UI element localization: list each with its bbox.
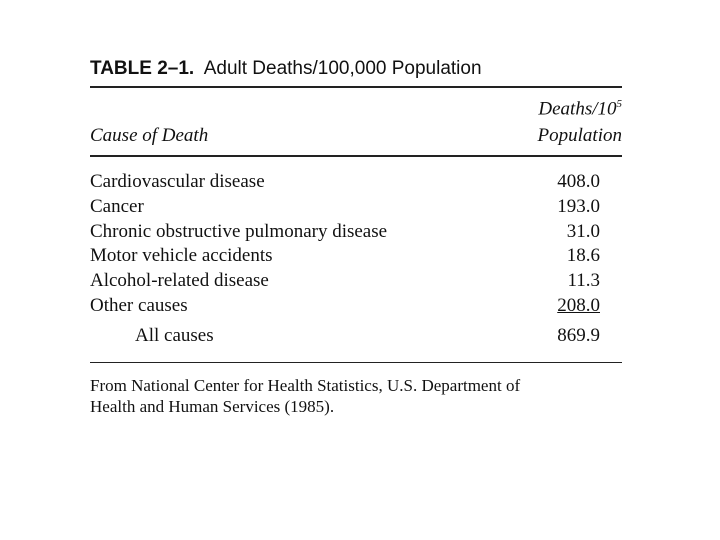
header-rule [90,155,622,157]
top-rule [90,86,622,88]
bottom-rule [90,362,622,363]
table-row: Chronic obstructive pulmonary disease 31.0 [90,221,600,242]
value-header-line2: Population [537,125,622,146]
value-header-line1: Deaths/$10^5$ [538,98,622,120]
table-label: TABLE 2–1. [90,58,195,79]
table-row: Motor vehicle accidents 18.6 [90,245,600,266]
total-row: All causes 869.9 [135,325,600,346]
table-row: Other causes 208.0 [90,295,600,316]
table-title-text: Adult Deaths/100,000 Population [203,58,482,79]
table-row: Cancer 193.0 [90,196,600,217]
table-row: Alcohol-related disease 11.3 [90,270,600,291]
table-row: Cardiovascular disease 408.0 [90,171,600,192]
source-line-1: From National Center for Health Statistics, U.S. Department of [90,376,521,395]
table-title [90,58,482,80]
source-line-2: Health and Human Services (1985). [90,397,335,416]
cause-header: Cause of Death [90,125,209,146]
